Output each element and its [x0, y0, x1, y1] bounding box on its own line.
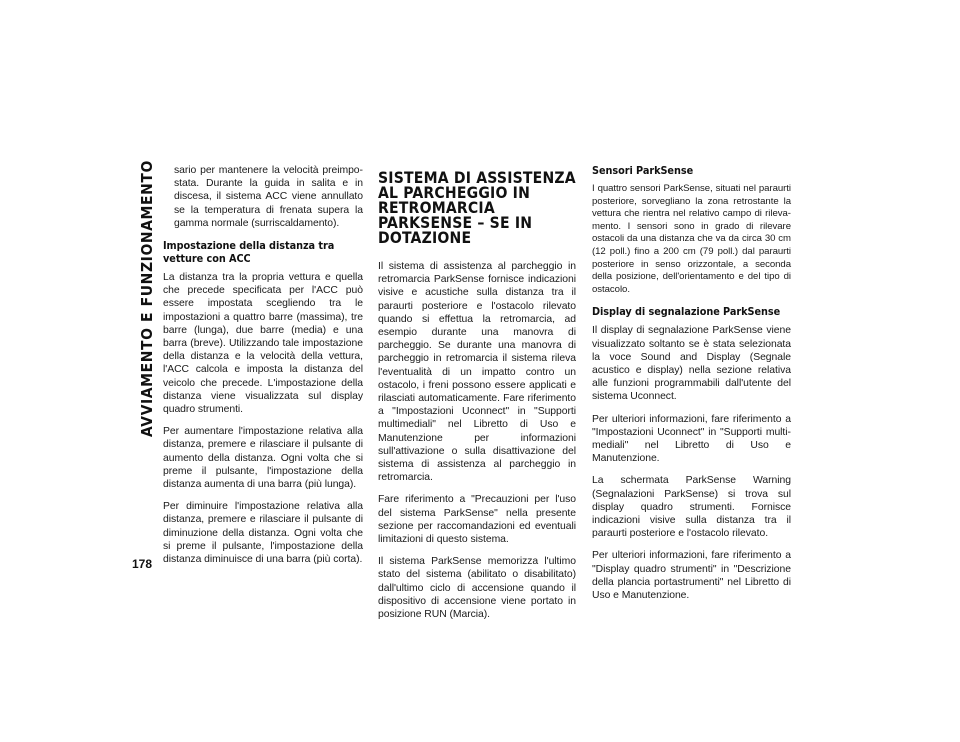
section-side-tab-label: AVVIAMENTO E FUNZIONAMENTO	[138, 160, 156, 438]
column-1	[163, 164, 363, 575]
parksense-display-heading: Display di segnalazione ParkSense	[592, 305, 781, 319]
page-number: 178	[132, 557, 153, 571]
parksense-warning-paragraph: La schermata ParkSense Warning (Segnalazioni ParkSense) si trova sul display quadro strumenti. Fornisce indicazioni visive sulla distanza tra il paraurti posteriore e l'ostacolo rilevato.	[592, 475, 791, 540]
parksense-section-title: SISTEMA DI ASSISTENZA AL PARCHEGGIO IN RETROMARCIA PARKSENSE – SE IN DOTAZIONE	[378, 169, 576, 247]
increase-distance-paragraph: Per aumentare l'impostazione relativa alla distanza, premere e rilasciare il pulsante di aumento della distanza. Ogni volta che si preme il pulsante, l'impostazione della distanza aumenta di una barra (più lunga).	[163, 426, 363, 491]
decrease-distance-paragraph: Per diminuire l'impostazione relativa alla distanza, premere e rilasciare il pulsante di diminuzione della distanza. Ogni volta che si preme il pulsante, l'impostazione della distanza diminuisce di una barra (più corta).	[163, 501, 363, 566]
column-3	[592, 164, 791, 611]
parksense-precautions-paragraph: Fare riferimento a "Precauzioni per l'uso del sistema ParkSense" nella presente sezione per raccomandazioni ed eventuali limitazioni di questo sistema.	[378, 494, 576, 546]
column-2	[378, 164, 576, 630]
parksense-intro-paragraph: Il sistema di assistenza al parcheggio in retromarcia ParkSense fornisce indicazioni visive e acustiche sulla distanza tra il paraurti posteriore e l'ostacolo rilevato quando si effettua la retromarcia, ad esempio durante una manovra di parcheggio. Se durante una manovra di parcheggio in retromarcia il sistema rileva l'eventualità di un impatto contro un ostacolo, i freni possono essere applicati e rilasciati automaticamente. Fare riferimento a "Impostazioni Uconnect" in "Supporti multimediali" nel Libretto di Uso e Manutenzione per informazioni sull'attivazione o sulla disattivazione del sistema di assistenza al parcheggio in retromarcia.	[378, 261, 576, 484]
parksense-sensors-paragraph: I quattro sensori ParkSense, situati nel paraurti posteriore, sorvegliano la zona retrostante la vettura che rientra nel relativo campo di rilevamento. I sensori sono in grado di rilevare ostacoli da una distanza che va da circa 30 cm (12 poll.) fino a 200 cm (79 poll.) dal paraurti posteriore in senso orizzontale, a seconda della posizione, dell'orientamento e del tipo di ostacolo.	[592, 183, 791, 295]
distance-setting-paragraph: La distanza tra la propria vettura e quella che precede specificata per l'ACC può essere impostata scegliendo tra le impostazioni a quattro barre (massima), tre barre (lunga), due barre (media) e una barra (breve). Utilizzando tale impostazione della distanza e la velocità della vettura, l'ACC calcola e imposta la distanza del veicolo che precede. L'impostazione della distanza viene visualizzata sul display quadro strumenti.	[163, 272, 363, 416]
section-side-tab	[134, 160, 160, 560]
distance-setting-heading: Impostazione della distanza tra vetture con ACC	[163, 239, 335, 266]
parksense-memory-paragraph: Il sistema ParkSense memorizza l'ultimo stato del sistema (abilitato o disabilitato) dall'ultimo ciclo di accensione quando il dispositivo di accensione viene portato in posizione RUN (Marcia).	[378, 556, 576, 621]
uconnect-reference-paragraph: Per ulteriori informazioni, fare riferimento a "Impostazioni Uconnect" in "Supporti multimediali" nel Libretto di Uso e Manutenzione.	[592, 413, 791, 465]
continued-paragraph: sario per mantenere la velocità preimpostata. Durante la guida in salita e in discesa, il sistema ACC viene annullato se la temperatura di frenata supera la gamma normale (surriscaldamento).	[174, 165, 363, 229]
parksense-sensors-heading: Sensori ParkSense	[592, 164, 694, 177]
parksense-display-paragraph: Il display di segnalazione ParkSense viene visualizzato soltanto se è stata selezionata la voce Sound and Display (Segnale acustico e display) nella sezione relativa alle funzioni programmabili dall'utente del sistema Uconnect.	[592, 325, 791, 403]
cluster-display-reference-paragraph: Per ulteriori informazioni, fare riferimento a "Display quadro strumenti" in "Descrizione della plancia portastrumenti" nel Libretto di Uso e Manutenzione.	[592, 550, 791, 601]
